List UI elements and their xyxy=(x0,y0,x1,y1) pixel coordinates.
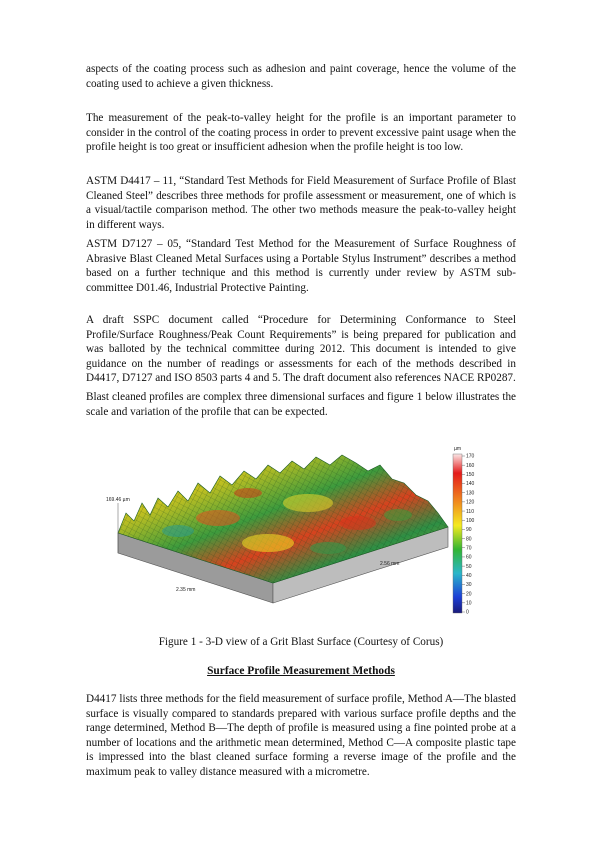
color-scale-tick-label: 50 xyxy=(466,563,472,570)
paragraph-astm-d7127: ASTM D7127 – 05, “Standard Test Method for the Measurement of Surface Roughness of Abrasive Blast Cleaned Metal Surfaces using a Portable Stylus Instrument” describes a method based on a further technique and this method is currently under review by ASTM sub-committee D01.46, Industrial Protective Painting. xyxy=(86,238,516,294)
color-scale-tick-label: 100 xyxy=(466,517,475,524)
color-scale-tick-label: 120 xyxy=(466,499,475,506)
color-scale xyxy=(453,446,475,616)
color-scale-tick-label: 90 xyxy=(466,527,472,534)
figure-caption: Figure 1 - 3-D view of a Grit Blast Surface (Courtesy of Corus) xyxy=(158,636,444,648)
color-scale-tick-label: 30 xyxy=(466,582,472,589)
color-scale-tick-label: 70 xyxy=(466,545,472,552)
surface-profile-figure xyxy=(98,443,493,623)
color-scale-tick-label: 130 xyxy=(466,490,475,497)
color-scale-tick-label: 40 xyxy=(466,572,472,579)
paragraph-d4417-methods: D4417 lists three methods for the field measurement of surface profile, Method A—The blasted surface is visually compared to standards prepared with various surface profile depths and the range determined, Method B—The depth of profile is measured using a fine pointed probe at a number of locations and the arithmetic mean determined, Method C—A composite plastic tape is impressed into the blast cleaned surface forming a reverse image of the profile and the maximum peak to valley distance measured with a micrometre. xyxy=(86,693,516,778)
color-scale-tick-label: 150 xyxy=(466,472,475,479)
paragraph-peak-to-valley: The measurement of the peak-to-valley height for the profile is an important parameter to consider in the control of the coating process in order to prevent excessive paint usage when the profile height is too great or insufficient adhesion when the profile height is too low. xyxy=(86,112,516,154)
color-scale-tick-label: 110 xyxy=(466,508,474,515)
surface-plot xyxy=(118,455,448,603)
paragraph-blast-profiles: Blast cleaned profiles are complex three dimensional surfaces and figure 1 below illustrates the scale and variation of the profile that can be expected. xyxy=(86,391,516,418)
paragraph-astm-d4417: ASTM D4417 – 11, “Standard Test Methods for Field Measurement of Surface Profile of Blast Cleaned Steel” describes three methods for profile assessment or measurement, one of which is a visual/tactile comparison method. The other two methods measure the peak-to-valley height in different ways. xyxy=(86,175,516,231)
z-axis-label: 169.46 µm xyxy=(106,497,130,503)
color-scale-tick-label: 0 xyxy=(466,609,469,616)
color-scale-tick-label: 10 xyxy=(466,600,472,607)
color-scale-tick-label: 160 xyxy=(466,462,475,469)
color-scale-tick-label: 20 xyxy=(466,591,472,598)
section-heading: Surface Profile Measurement Methods xyxy=(207,665,395,677)
color-scale-unit: µm xyxy=(454,446,462,452)
color-scale-tick-label: 170 xyxy=(466,453,475,460)
color-scale-tick-label: 80 xyxy=(466,536,472,543)
paragraph-coating-aspects: aspects of the coating process such as adhesion and paint coverage, hence the volume of the coating used to achieve a given thickness. xyxy=(86,63,516,90)
color-scale-tick-label: 60 xyxy=(466,554,472,561)
color-scale-tick-label: 140 xyxy=(466,481,475,488)
y-axis-label: 2.56 mm xyxy=(380,561,400,567)
paragraph-sspc-draft: A draft SSPC document called “Procedure for Determining Conformance to Steel Profile/Surface Roughness/Peak Count Requirements” is being prepared for publication and was balloted by the technical committee during 2012. This document is intended to give guidance on the number of readings or assessments for each of the methods described in D4417, D7127 and ISO 8503 parts 4 and 5. The draft document also references NACE RP0287. xyxy=(86,314,516,385)
x-axis-label: 2.35 mm xyxy=(176,587,196,593)
